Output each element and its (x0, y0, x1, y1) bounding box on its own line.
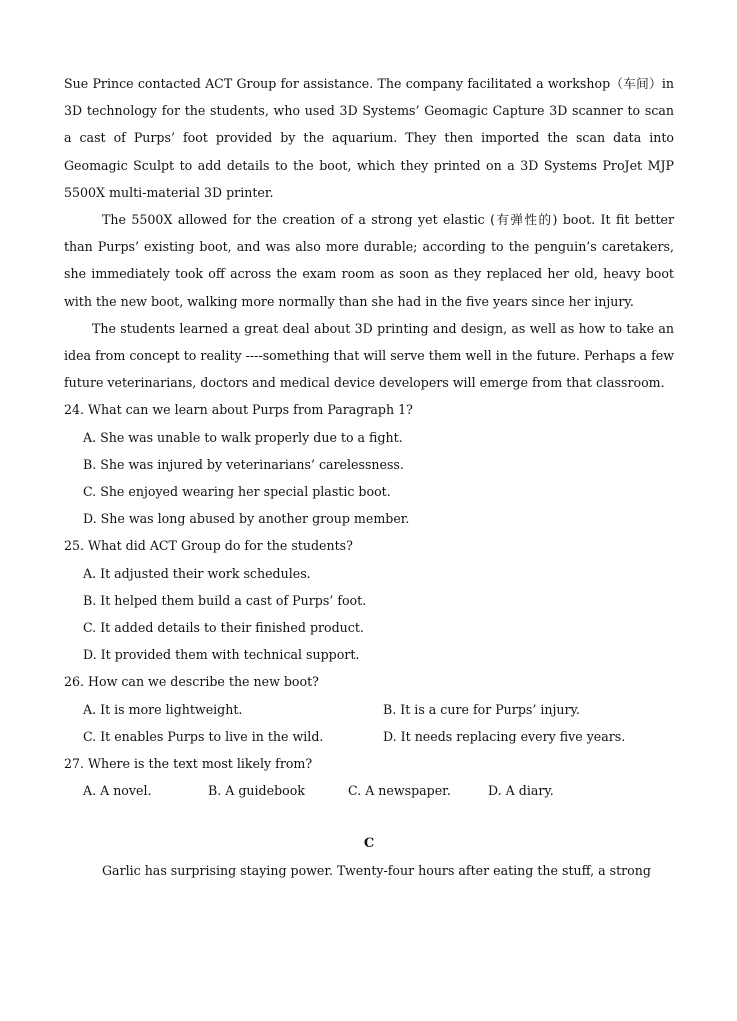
options-row (64, 777, 674, 804)
section-c-paragraph: Garlic has surprising staying power. Twenty-four hours after eating the stuff, a strong (102, 863, 651, 879)
option-a: A. It adjusted their work schedules. (83, 565, 311, 581)
question-26 (64, 668, 674, 750)
section-heading-c: C (363, 836, 375, 852)
option-c: C. It enables Purps to live in the wild. (83, 728, 324, 744)
option-c: C. It added details to their finished product. (83, 620, 364, 636)
question-27 (64, 750, 674, 804)
option-a: A. A novel. (83, 783, 152, 799)
paragraph-3: The students learned a great deal about 3D printing and design, as well as how to take an idea from concept to reality ----something that will serve them well in the future. Perhaps a few future veterinarians, doctors and medical device developers will emerge from that classroom. (64, 320, 674, 391)
question-stem: 25. What did ACT Group do for the students? (64, 538, 353, 554)
paragraph-2: The 5500X allowed for the creation of a strong yet elastic (有弹性的) boot. It fit better than Purps’ existing boot, and was also more durable; according to the penguin’s caretakers, she immediately took off across the exam room as soon as they replaced her old, heavy boot with the new boot, walking more normally than she had in the five years since her injury. (64, 212, 674, 309)
option-d: D. A diary. (488, 783, 554, 799)
option-d: D. It provided them with technical support. (83, 647, 360, 663)
option-a: A. She was unable to walk properly due to a fight. (83, 429, 403, 445)
option-d: D. It needs replacing every five years. (383, 728, 626, 744)
option-b: B. It is a cure for Purps’ injury. (383, 701, 580, 717)
options-row-1 (64, 696, 674, 723)
option-c: C. A newspaper. (348, 783, 451, 799)
option-a: A. It is more lightweight. (83, 701, 243, 717)
option-c: C. She enjoyed wearing her special plastic boot. (83, 484, 391, 500)
options-row-2 (64, 723, 674, 750)
document-page (64, 70, 674, 885)
question-25 (64, 532, 674, 668)
option-b: B. A guidebook (208, 783, 305, 799)
question-stem: 27. Where is the text most likely from? (64, 756, 313, 772)
question-24 (64, 396, 674, 532)
option-b: B. She was injured by veterinarians’ carelessness. (83, 456, 404, 472)
paragraph-1: Sue Prince contacted ACT Group for assistance. The company facilitated a workshop（车间）in 3D technology for the students, who used 3D Systems’ Geomagic Capture 3D scanner to scan a cast of Purps’ foot provided by the aquarium. They then imported the scan data into Geomagic Sculpt to add details to the boot, which they printed on a 3D Systems ProJet MJP 5500X multi-material 3D printer. (64, 76, 674, 200)
option-b: B. It helped them build a cast of Purps’ foot. (83, 592, 367, 608)
option-d: D. She was long abused by another group member. (83, 511, 410, 527)
question-stem: 24. What can we learn about Purps from Paragraph 1? (64, 402, 413, 418)
question-stem: 26. How can we describe the new boot? (64, 674, 319, 690)
